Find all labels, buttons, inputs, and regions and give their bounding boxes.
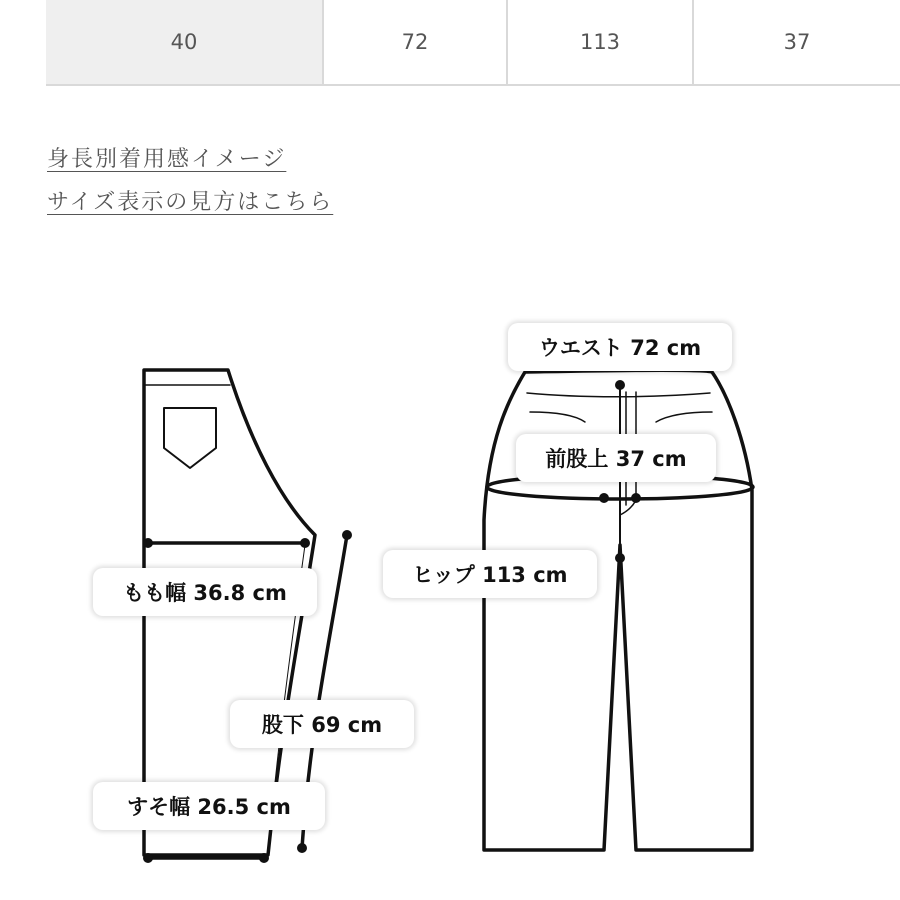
size-cell-size: 40	[46, 0, 322, 84]
size-cell-front-rise: 37	[692, 0, 900, 84]
front-rise-label: 前股上 37 cm	[516, 434, 716, 482]
waist-label: ウエスト 72 cm	[508, 323, 732, 371]
size-cell-hip: 113	[506, 0, 692, 84]
size-cell-waist: 72	[322, 0, 506, 84]
thigh-label: もも幅 36.8 cm	[93, 568, 317, 616]
size-guide-link[interactable]: サイズ表示の見方はこちら	[47, 190, 334, 215]
inseam-label: 股下 69 cm	[230, 700, 414, 748]
hem-label: すそ幅 26.5 cm	[93, 782, 325, 830]
fit-by-height-link[interactable]: 身長別着用感イメージ	[47, 147, 287, 172]
hip-label: ヒップ 113 cm	[383, 550, 597, 598]
